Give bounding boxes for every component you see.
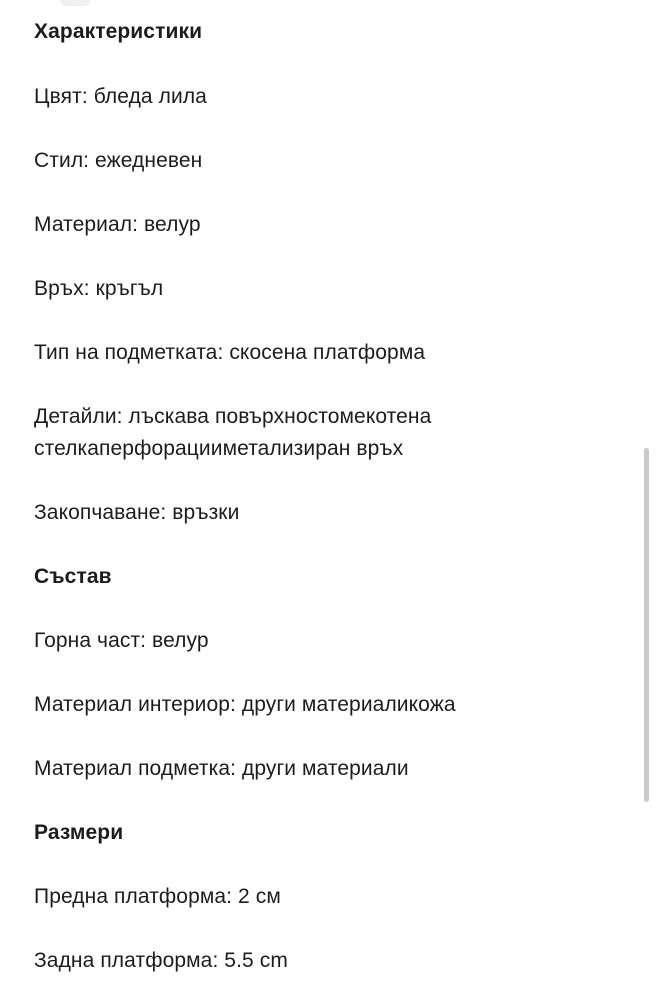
composition-heading: Състав bbox=[34, 565, 112, 588]
dimensions-heading: Размери bbox=[34, 821, 124, 844]
composition-sole: Материал подметка: други материали bbox=[34, 757, 409, 780]
characteristics-heading: Характеристики bbox=[34, 20, 203, 43]
spec-style: Стил: ежедневен bbox=[34, 149, 203, 172]
dimension-front-platform: Предна платформа: 2 см bbox=[34, 885, 281, 908]
spec-material: Материал: велур bbox=[34, 213, 201, 236]
spec-sole-type: Тип на подметката: скосена платформа bbox=[34, 341, 426, 364]
composition-interior: Материал интериор: други материаликожа bbox=[34, 693, 456, 716]
spec-color: Цвят: бледа лила bbox=[34, 85, 207, 108]
top-edge-shadow bbox=[60, 0, 90, 6]
spec-fastening: Закопчаване: връзки bbox=[34, 501, 240, 524]
spec-details-line-2: стелкаперфорацииметализиран връх bbox=[34, 437, 404, 460]
composition-upper: Горна част: велур bbox=[34, 629, 209, 652]
vertical-scrollbar[interactable] bbox=[644, 448, 649, 802]
dimension-back-platform: Задна платформа: 5.5 cm bbox=[34, 949, 288, 972]
spec-details-line-1: Детайли: лъскава повърхностомекотена bbox=[34, 405, 432, 428]
spec-toe: Връх: кръгъл bbox=[34, 277, 164, 300]
